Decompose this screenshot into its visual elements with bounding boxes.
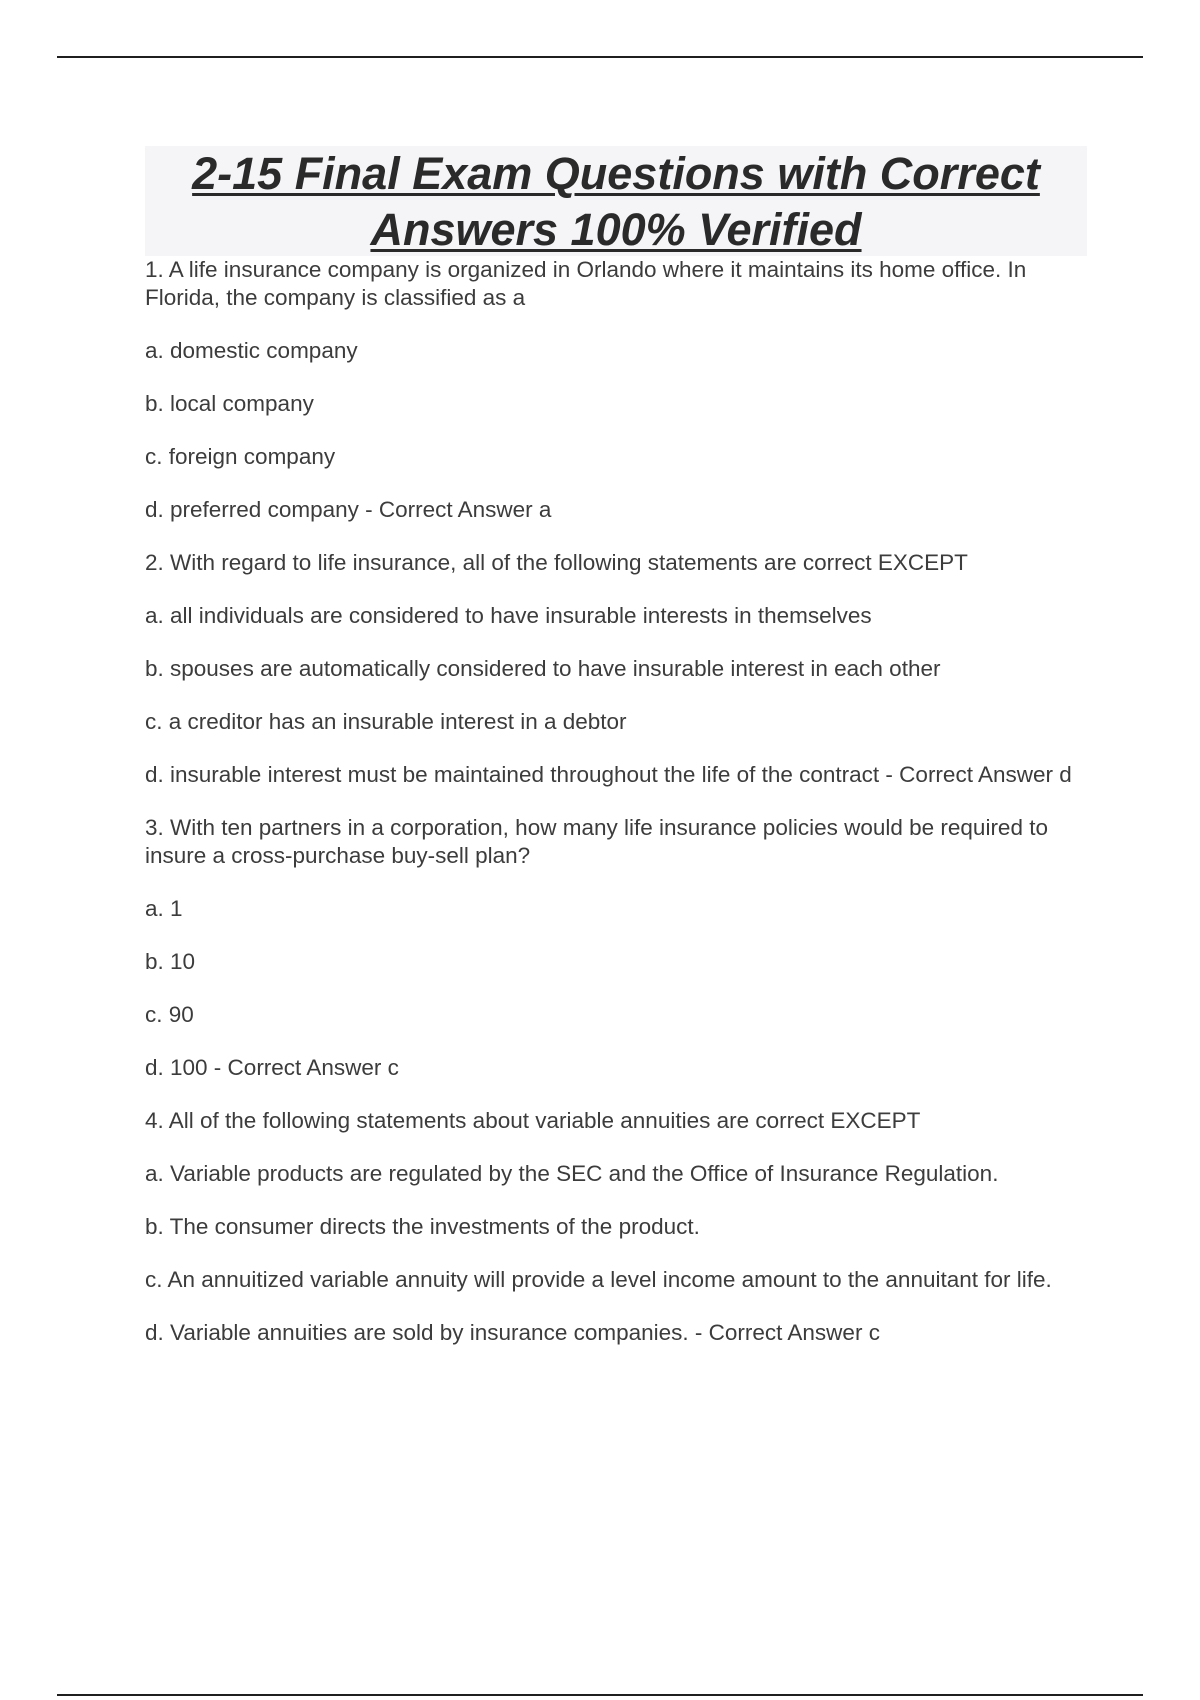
header-rule [57, 56, 1143, 58]
question-2-option-c: c. a creditor has an insurable interest in a debtor [145, 709, 627, 734]
question-4-option-c: c. An annuitized variable annuity will provide a level income amount to the annuitant for life. [145, 1267, 1052, 1292]
question-3: 3. With ten partners in a corporation, how many life insurance policies would be required to insure a cross-purchase buy-sell plan? [145, 815, 1048, 868]
question-3-option-b: b. 10 [145, 949, 196, 974]
footer-rule [57, 1694, 1143, 1696]
question-1-option-b: b. local company [145, 391, 314, 416]
question-4-option-d: d. Variable annuities are sold by insurance companies. - Correct Answer c [145, 1320, 880, 1345]
question-2-option-a: a. all individuals are considered to have insurable interests in themselves [145, 603, 872, 628]
question-3-option-d: d. 100 - Correct Answer c [145, 1055, 399, 1080]
question-2-option-d: d. insurable interest must be maintained throughout the life of the contract - Correct Answer d [145, 762, 1072, 787]
question-1: 1. A life insurance company is organized in Orlando where it maintains its home office. In Florida, the company is classified as a [145, 257, 1027, 310]
question-1-option-c: c. foreign company [145, 444, 336, 469]
document-title: 2-15 Final Exam Questions with Correct Answers 100% Verified [192, 148, 1040, 255]
question-3-option-a: a. 1 [145, 896, 183, 921]
question-4-option-a: a. Variable products are regulated by the SEC and the Office of Insurance Regulation. [145, 1161, 999, 1186]
question-2-option-b: b. spouses are automatically considered to have insurable interest in each other [145, 656, 941, 681]
document-body [145, 256, 1085, 1372]
question-1-option-d: d. preferred company - Correct Answer a [145, 497, 552, 522]
question-1-option-a: a. domestic company [145, 338, 358, 363]
question-3-option-c: c. 90 [145, 1002, 194, 1027]
question-2: 2. With regard to life insurance, all of the following statements are correct EXCEPT [145, 550, 968, 575]
question-4-option-b: b. The consumer directs the investments of the product. [145, 1214, 700, 1239]
question-4: 4. All of the following statements about variable annuities are correct EXCEPT [145, 1108, 921, 1133]
